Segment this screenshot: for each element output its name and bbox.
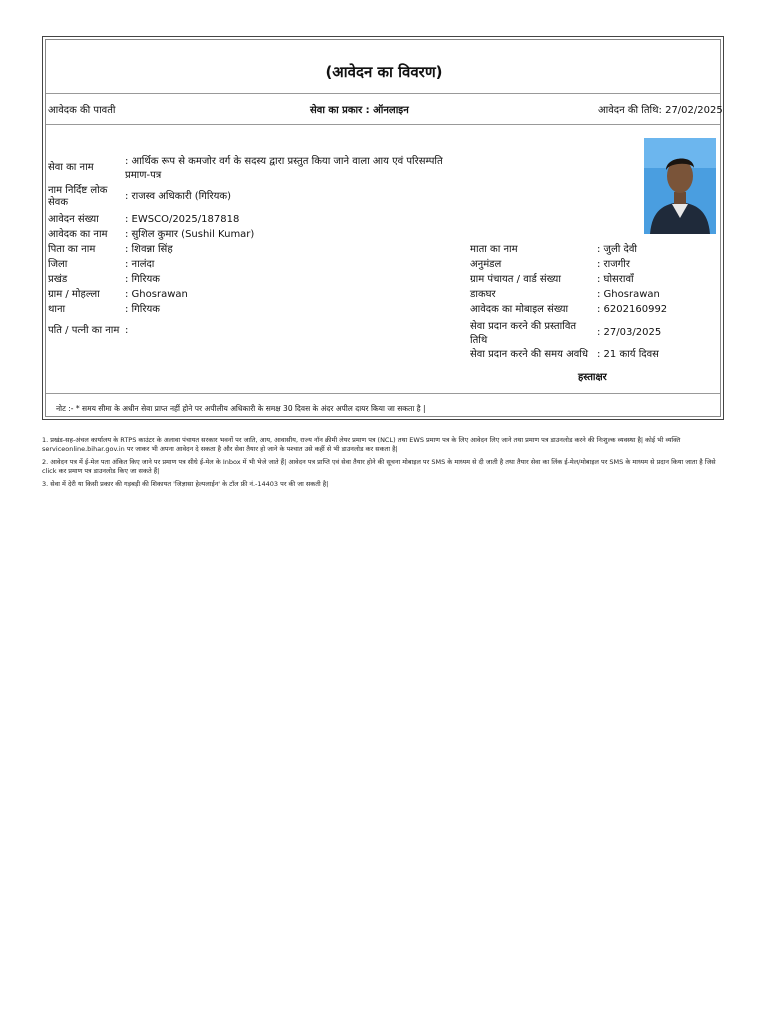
block-label: प्रखंड bbox=[48, 274, 68, 285]
divider bbox=[46, 393, 720, 394]
appeal-note: नोट :- * समय सीमा के अधीन सेवा प्राप्त नहीं होने पर अपीलीय अधिकारी के समक्ष 30 दिवस के अंदर अपील दायर किया जा सकता है | bbox=[56, 404, 426, 413]
service-name-label: सेवा का नाम bbox=[48, 162, 94, 173]
signature-label: हस्ताक्षर bbox=[578, 372, 607, 383]
applicant-photo bbox=[644, 138, 716, 234]
service-type: सेवा का प्रकार : ऑनलाइन bbox=[310, 105, 409, 116]
village-value: : Ghosrawan bbox=[125, 289, 188, 300]
mobile-label: आवेदक का मोबाइल संख्या bbox=[470, 304, 569, 315]
father-name-label: पिता का नाम bbox=[48, 244, 96, 255]
block-value: : गिरियक bbox=[125, 274, 160, 285]
mobile-value: : 6202160992 bbox=[597, 304, 668, 315]
post-office-value: : Ghosrawan bbox=[597, 289, 660, 300]
district-label: जिला bbox=[48, 259, 68, 270]
proposed-date-value: : 27/03/2025 bbox=[597, 327, 662, 338]
footnote-2: 2. आवेदन पत्र में ई-मेल पता अंकित किए जाने पर प्रमाण पत्र सीधे ई-मेल के Inbox में भी भेजे जाते हैं| आवेदन पत्र प्राप्ति एवं सेवा तैयार होने की सूचना मोबाइल पर SMS के माध्यम से दी जाती है तथा तैयार सेवा का लिंक ई-मेल/मोबाइल पर SMS के माध्यम से प्रदान किया जाता है जिसे click कर प्रमाण पत्र डाउनलोड किए जा सकते हैं| bbox=[42, 458, 716, 475]
panchayat-value: : घोसरावाँ bbox=[597, 274, 634, 285]
panchayat-label: ग्राम पंचायत / वार्ड संख्या bbox=[470, 274, 561, 285]
application-number-value: : EWSCO/2025/187818 bbox=[125, 214, 240, 225]
service-duration-label: सेवा प्रदान करने की समय अवधि bbox=[470, 349, 589, 360]
subdivision-value: : राजगीर bbox=[597, 259, 630, 270]
public-servant-label: नाम निर्दिष्ट लोक सेवक bbox=[48, 185, 108, 208]
police-station-label: थाना bbox=[48, 304, 66, 315]
applicant-name-value: : सुशिल कुमार (Sushil Kumar) bbox=[125, 229, 255, 240]
mother-name-value: : जुली देवी bbox=[597, 244, 637, 255]
receipt-label: आवेदक की पावती bbox=[48, 105, 116, 116]
application-number-label: आवेदन संख्या bbox=[48, 214, 99, 225]
post-office-label: डाकघर bbox=[470, 289, 496, 300]
spouse-name-value: : bbox=[125, 325, 129, 336]
public-servant-value: : राजस्व अधिकारी (गिरियक) bbox=[125, 191, 231, 202]
father-name-value: : शिवन्ना सिंह bbox=[125, 244, 173, 255]
spouse-name-label: पति / पत्नी का नाम bbox=[48, 325, 120, 336]
proposed-date-label: सेवा प्रदान करने की प्रस्तावित तिथि bbox=[470, 321, 577, 346]
district-value: : नालंदा bbox=[125, 259, 155, 270]
mother-name-label: माता का नाम bbox=[470, 244, 518, 255]
application-date: आवेदन की तिथि: 27/02/2025 bbox=[598, 105, 723, 116]
person-photo-icon bbox=[644, 138, 716, 234]
village-label: ग्राम / मोहल्ला bbox=[48, 289, 100, 300]
applicant-name-label: आवेदक का नाम bbox=[48, 229, 108, 240]
footnote-3: 3. सेवा में देरी या किसी प्रकार की गड़बड़ी की शिकायत 'जिज्ञासा हेल्पलाईन' के टॉल फ्री नं.-14403 पर की जा सकती है| bbox=[42, 480, 329, 488]
divider bbox=[46, 93, 720, 94]
service-name-value: : आर्थिक रूप से कमजोर वर्ग के सदस्य द्वारा प्रस्तुत किया जाने वाला आय एवं परिसम्पति प्रमाण-पत्र bbox=[125, 156, 443, 181]
divider bbox=[46, 124, 720, 125]
footnote-1: 1. प्रखंड-सह-अंचल कार्यालय के RTPS काउंटर के अलावा पंचायत सरकार भवनों पर जाति, आय, आवासीय, राज्य नॉन क्रीमी लेयर प्रमाण पत्र (NCL) तथा EWS प्रमाण पत्र के लिए आवेदन लिए जाने तथा प्रमाण पत्र डाउनलोड करने की निःशुल्क व्यवस्था है| कोई भी व्यक्ति serviceonline.bihar.gov.in पर जाकर भी अपना आवेदन दे सकता है और सेवा तैयार हो जाने के पश्चात उसे कहीं से भी डाउनलोड कर सकता है| bbox=[42, 436, 681, 453]
police-station-value: : गिरियक bbox=[125, 304, 160, 315]
document-title: (आवेदन का विवरण) bbox=[325, 63, 443, 81]
service-duration-value: : 21 कार्य दिवस bbox=[597, 349, 659, 360]
subdivision-label: अनुमंडल bbox=[470, 259, 502, 270]
